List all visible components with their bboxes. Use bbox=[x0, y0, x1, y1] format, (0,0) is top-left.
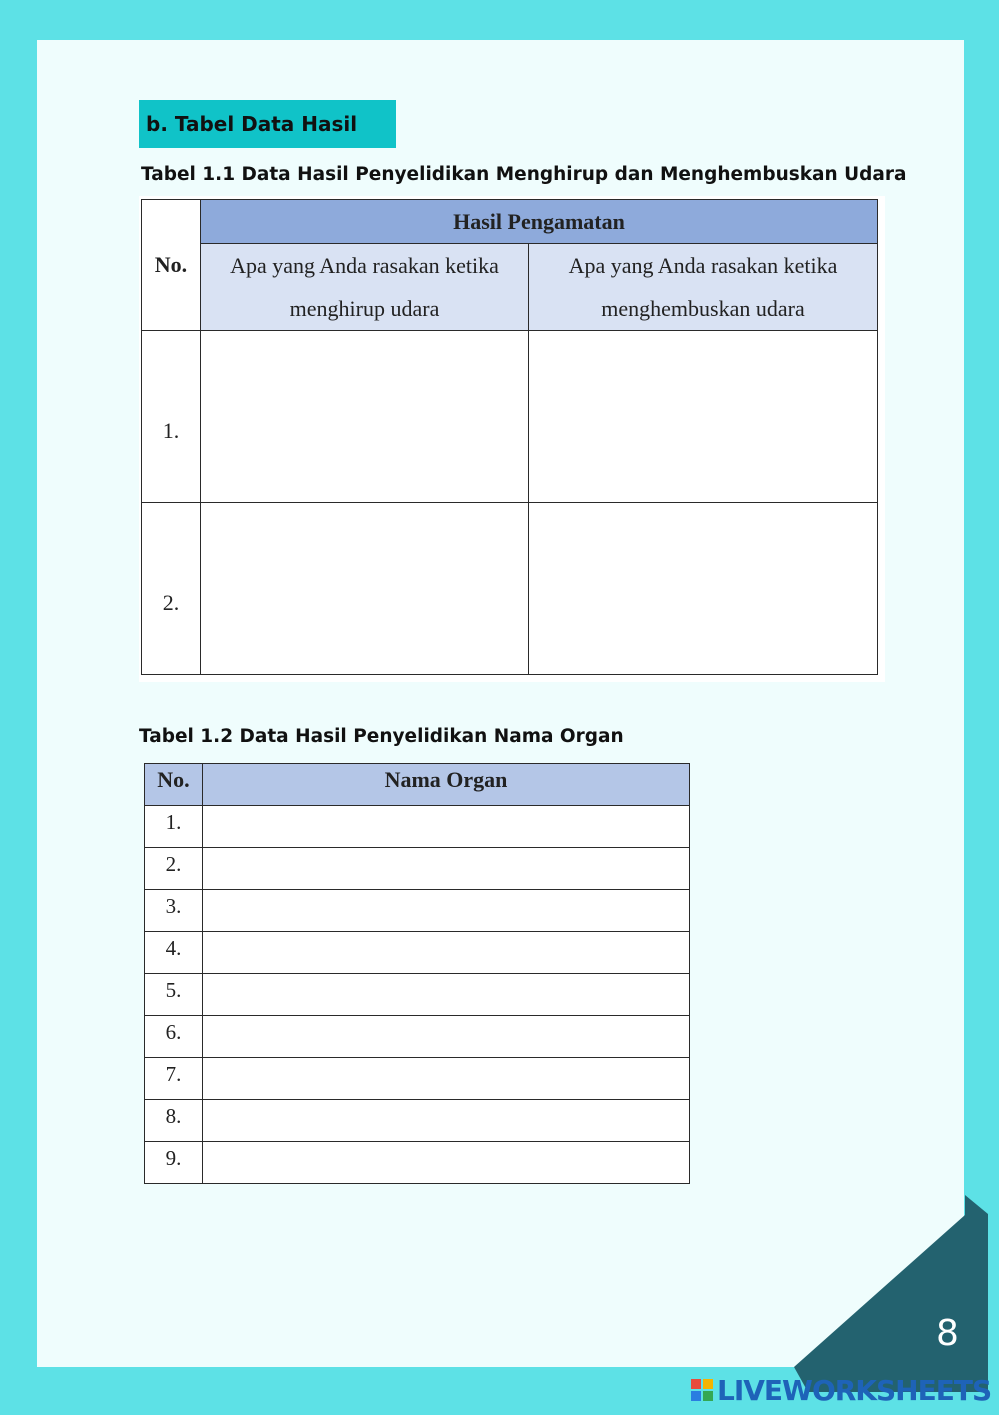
page-number: 8 bbox=[936, 1313, 959, 1354]
row-number: 8. bbox=[145, 1100, 203, 1142]
table1-caption: Tabel 1.1 Data Hasil Penyelidikan Menghirup dan Menghembuskan Udara bbox=[141, 164, 907, 185]
corner-triangle bbox=[794, 1195, 988, 1392]
row-number: 5. bbox=[145, 974, 203, 1016]
table1-no-header: No. bbox=[142, 200, 201, 331]
row-number: 1. bbox=[145, 806, 203, 848]
row-number: 1. bbox=[142, 331, 201, 503]
table2-name-header: Nama Organ bbox=[203, 764, 690, 806]
table1-col1-header: Apa yang Anda rasakan ketika menghirup udara bbox=[201, 244, 529, 331]
row-number: 2. bbox=[145, 848, 203, 890]
row-number: 6. bbox=[145, 1016, 203, 1058]
liveworksheets-logo-icon bbox=[691, 1379, 713, 1401]
row-number: 9. bbox=[145, 1142, 203, 1184]
brand-text: LIVEWORKSHEETS bbox=[717, 1373, 992, 1407]
table2-no-header: No. bbox=[145, 764, 203, 806]
row-number: 2. bbox=[142, 503, 201, 675]
section-heading: b. Tabel Data Hasil bbox=[139, 100, 396, 148]
table1-group-header: Hasil Pengamatan bbox=[201, 200, 878, 244]
table1-col2-header: Apa yang Anda rasakan ketika menghembuskan udara bbox=[529, 244, 878, 331]
row-number: 7. bbox=[145, 1058, 203, 1100]
table2-caption: Tabel 1.2 Data Hasil Penyelidikan Nama Organ bbox=[139, 726, 624, 747]
liveworksheets-brand bbox=[691, 1372, 991, 1408]
row-number: 4. bbox=[145, 932, 203, 974]
row-number: 3. bbox=[145, 890, 203, 932]
